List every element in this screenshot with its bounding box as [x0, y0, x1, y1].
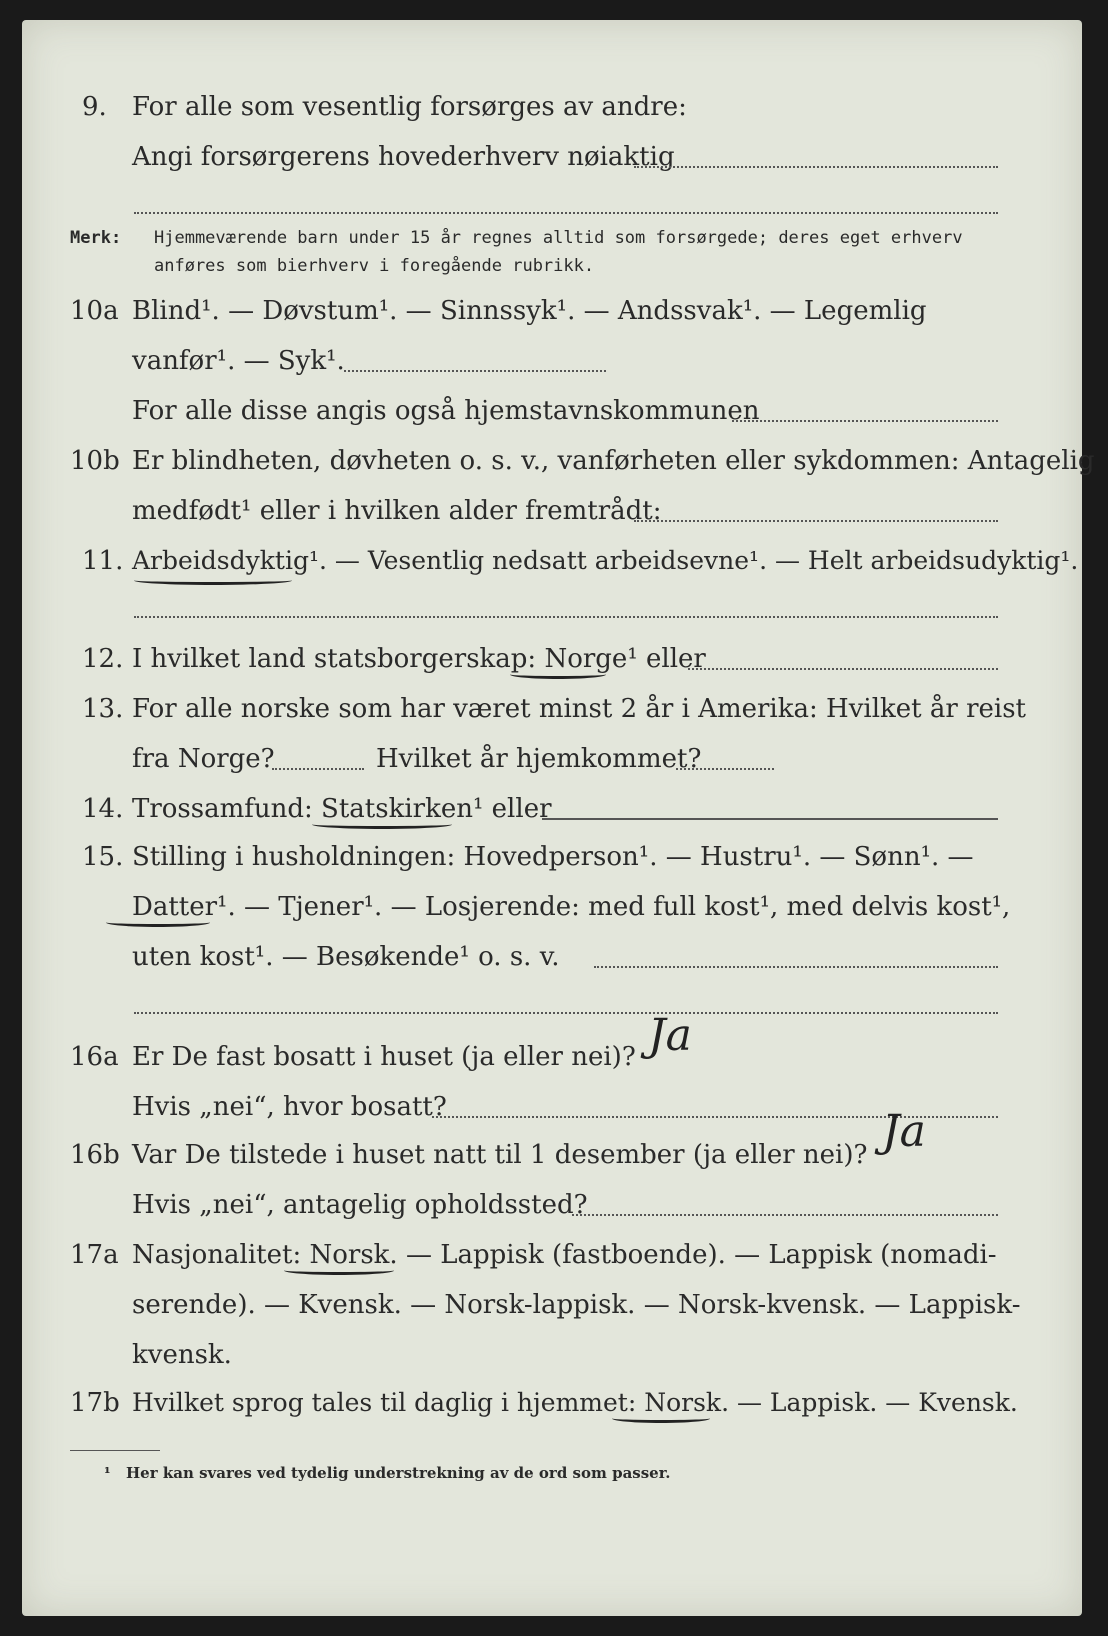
underline-norsk-language — [612, 1414, 710, 1423]
question-16a-line1: Er De fast bosatt i huset (ja eller nei)? — [132, 1042, 636, 1072]
underline-arbeidsdyktig — [134, 576, 292, 585]
footnote-mark: ¹ — [104, 1464, 111, 1482]
underline-norsk-nationality — [284, 1266, 394, 1275]
question-10b-line2: medfødt¹ eller i hvilken alder fremtrådt: — [132, 496, 662, 526]
note-line2: anføres som bierhverv i foregående rubrikk. — [154, 256, 595, 276]
question-16b-number: 16b — [70, 1140, 120, 1170]
question-17a-line3: kvensk. — [132, 1340, 232, 1370]
question-14-line1: Trossamfund: Statskirken¹ eller — [132, 794, 552, 824]
question-17a-number: 17a — [70, 1240, 119, 1270]
answer-line-q14[interactable] — [542, 818, 998, 820]
handwritten-answer-16b: Ja — [882, 1106, 926, 1157]
answer-line-q10b[interactable] — [634, 520, 998, 522]
footnote-divider — [70, 1450, 160, 1451]
question-13-number: 13. — [82, 694, 124, 724]
answer-line-q9b[interactable] — [134, 212, 998, 214]
question-10b-line1: Er blindheten, døvheten o. s. v., vanførheten eller sykdommen: Antagelig — [132, 446, 1095, 476]
question-9-line2: Angi forsørgerens hovederhverv nøiaktig — [132, 142, 675, 172]
question-17a-line1: Nasjonalitet: Norsk. — Lappisk (fastboende). — Lappisk (nomadi- — [132, 1240, 997, 1270]
handwritten-answer-16a: Ja — [648, 1010, 692, 1061]
answer-line-q10a-syk[interactable] — [344, 370, 606, 372]
question-10a-number: 10a — [70, 296, 119, 326]
answer-line-q15b[interactable] — [134, 1012, 998, 1014]
question-16a-number: 16a — [70, 1042, 119, 1072]
question-10a-line1: Blind¹. — Døvstum¹. — Sinnssyk¹. — Andssvak¹. — Legemlig — [132, 296, 927, 326]
answer-line-q9a[interactable] — [634, 166, 998, 168]
question-13-line2b: Hvilket år hjemkommet? — [376, 744, 702, 774]
answer-line-q12[interactable] — [688, 668, 998, 670]
answer-line-q15a[interactable] — [594, 966, 998, 968]
question-15-number: 15. — [82, 842, 124, 872]
question-16b-line1: Var De tilstede i huset natt til 1 desember (ja eller nei)? — [132, 1140, 868, 1170]
note-label: Merk: — [70, 228, 122, 248]
question-11-line1: Arbeidsdyktig¹. — Vesentlig nedsatt arbeidsevne¹. — Helt arbeidsudyktig¹. — [132, 546, 1079, 575]
footnote-text: Her kan svares ved tydelig understrekning av de ord som passer. — [126, 1464, 671, 1482]
question-15-line2: Datter¹. — Tjener¹. — Losjerende: med full kost¹, med delvis kost¹, — [132, 892, 1011, 922]
question-10b-number: 10b — [70, 446, 120, 476]
question-13-line2a: fra Norge? — [132, 744, 275, 774]
answer-line-q11[interactable] — [134, 616, 998, 618]
underline-norge — [510, 670, 606, 679]
question-9-number: 9. — [82, 92, 107, 122]
question-11-number: 11. — [82, 546, 124, 576]
question-10a-line3: For alle disse angis også hjemstavnskommunen — [132, 396, 760, 426]
census-form-page — [22, 20, 1095, 1616]
question-15-line1: Stilling i husholdningen: Hovedperson¹. — Hustru¹. — Sønn¹. — — [132, 842, 974, 872]
underline-statskirken — [312, 820, 452, 829]
question-17b-line1: Hvilket sprog tales til daglig i hjemmet: Norsk. — Lappisk. — Kvensk. — [132, 1388, 1018, 1417]
underline-datter — [106, 918, 210, 927]
note-line1: Hjemmeværende barn under 15 år regnes alltid som forsørgede; deres eget erhverv — [154, 228, 963, 248]
question-16b-line2: Hvis „nei“, antagelig opholdssted? — [132, 1190, 588, 1220]
answer-line-q13-reist[interactable] — [272, 768, 364, 770]
question-14-number: 14. — [82, 794, 124, 824]
question-16a-line2: Hvis „nei“, hvor bosatt? — [132, 1092, 447, 1122]
question-12-line1: I hvilket land statsborgerskap: Norge¹ eller — [132, 644, 706, 674]
question-12-number: 12. — [82, 644, 124, 674]
question-17b-number: 17b — [70, 1388, 120, 1418]
question-13-line1: For alle norske som har været minst 2 år i Amerika: Hvilket år reist — [132, 694, 1026, 724]
question-9-line1: For alle som vesentlig forsørges av andre: — [132, 92, 687, 122]
question-10a-line2: vanfør¹. — Syk¹. — [132, 346, 345, 376]
question-15-line3: uten kost¹. — Besøkende¹ o. s. v. — [132, 942, 560, 972]
question-17a-line2: serende). — Kvensk. — Norsk-lappisk. — Norsk-kvensk. — Lappisk- — [132, 1290, 1021, 1320]
answer-line-q16b[interactable] — [572, 1214, 998, 1216]
answer-line-q13-hjemkommet[interactable] — [676, 768, 774, 770]
answer-line-q10a-kommune[interactable] — [732, 420, 998, 422]
